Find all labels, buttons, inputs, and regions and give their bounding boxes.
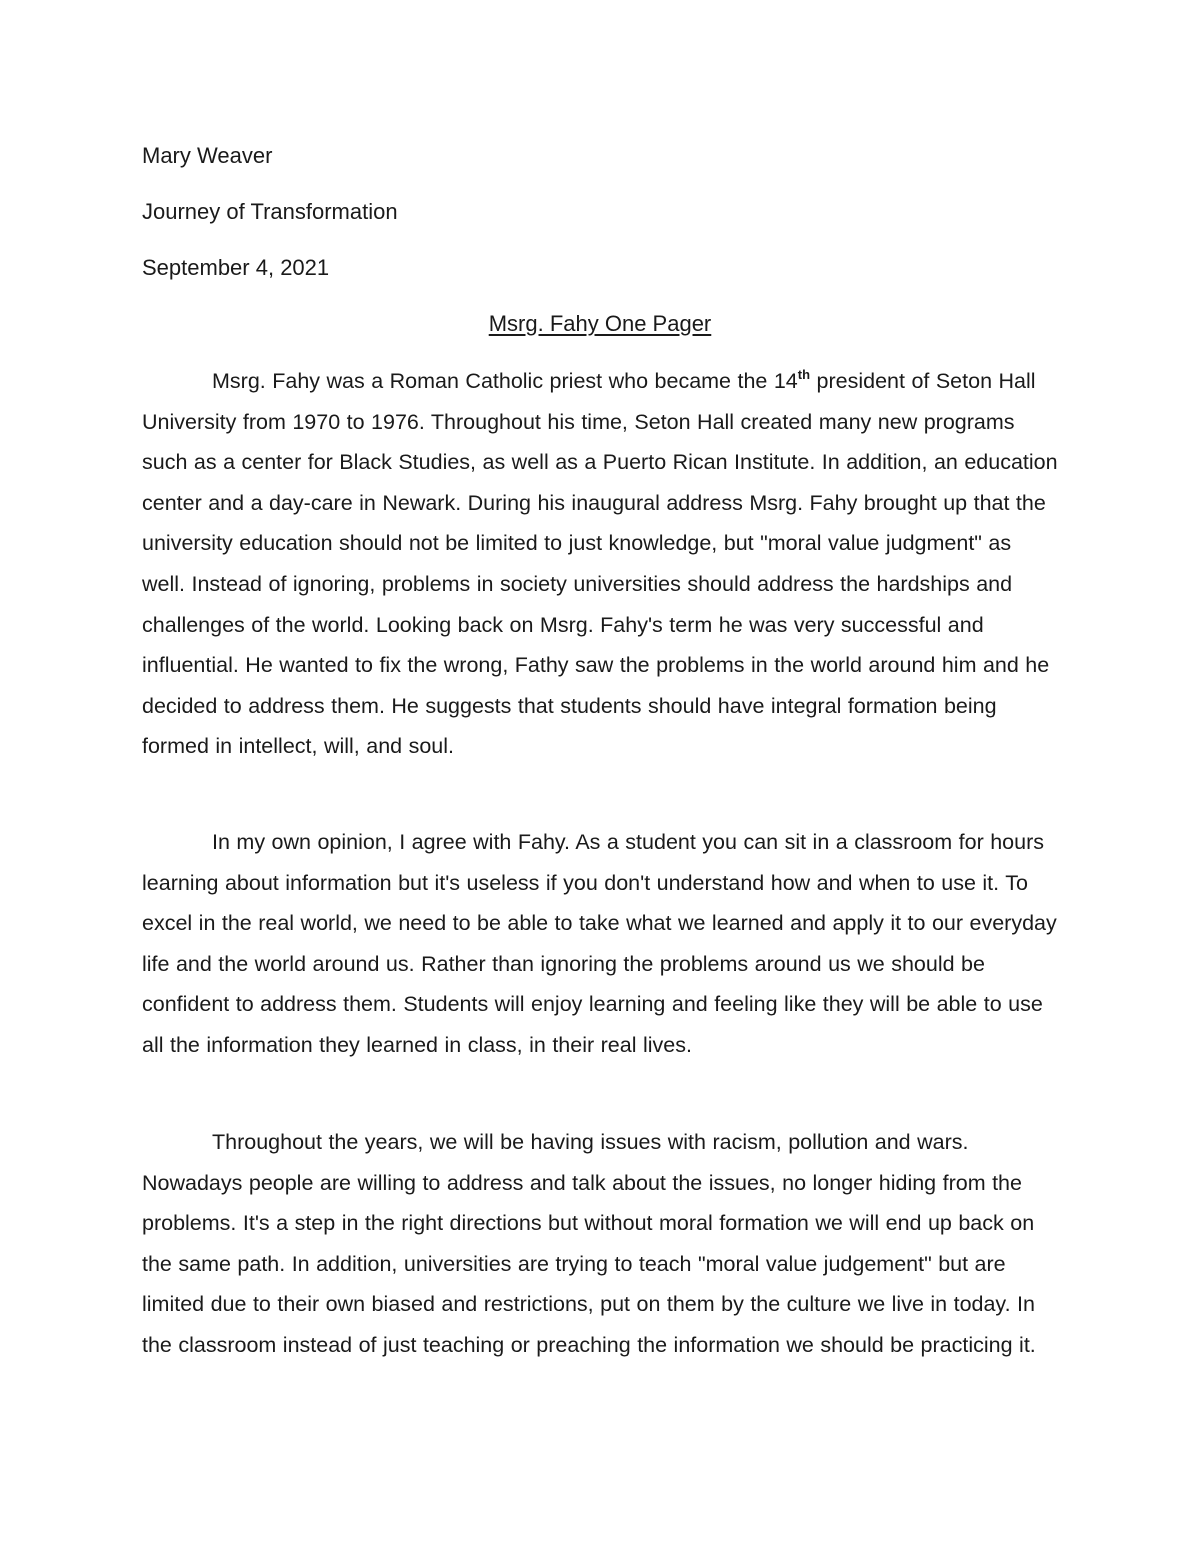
paragraph-2: In my own opinion, I agree with Fahy. As a student you can sit in a classroom for hours learning about information but it's useless if you don't understand how and when to use it. To excel in the real world, we need to be able to take what we learned and apply it to our everyday life and the world around us. Rather than ignoring the problems around us we should be confident to address them. Students will enjoy learning and feeling like they will be able to use all the information they learned in class, in their real lives. [142,830,1057,1057]
document-date: September 4, 2021 [142,255,330,280]
paragraph-3: Throughout the years, we will be having issues with racism, pollution and wars. Nowadays people are willing to address and talk about the issues, no longer hiding from the problems. It's a step in the right directions but without moral formation we will end up back on the same path. In addition, universities are trying to teach "moral value judgement" but are limited due to their own biased and restrictions, put on them by the culture we live in today. In the classroom instead of just teaching or preaching the information we should be practicing it. [142,1130,1036,1357]
document-title [0,310,1200,338]
document-title-text: Msrg. Fahy One Pager [488,311,712,336]
ordinal-suffix: th [797,367,811,382]
paragraph-1 [142,361,1060,767]
course-name: Journey of Transformation [142,199,398,224]
paragraph-1-text-end: president of Seton Hall University from 1970 to 1976. Throughout his time, Seton Hall created many new programs such as a center for Black Studies, as well as a Puerto Rican Institute. In addition, an education center and a day-care in Newark. During his inaugural address Msrg. Fahy brought up that the university education should not be limited to just knowledge, but "moral value judgment" as well. Instead of ignoring, problems in society universities should address the hardships and challenges of the world. Looking back on Msrg. Fahy's term he was very successful and influential. He wanted to fix the wrong, Fathy saw the problems in the world around him and he decided to address them. He suggests that students should have integral formation being formed in intellect, will, and soul. [142,369,1058,759]
author-name: Mary Weaver [142,143,273,168]
paragraph-1-text-start: Msrg. Fahy was a Roman Catholic priest who became the 14 [212,369,798,393]
